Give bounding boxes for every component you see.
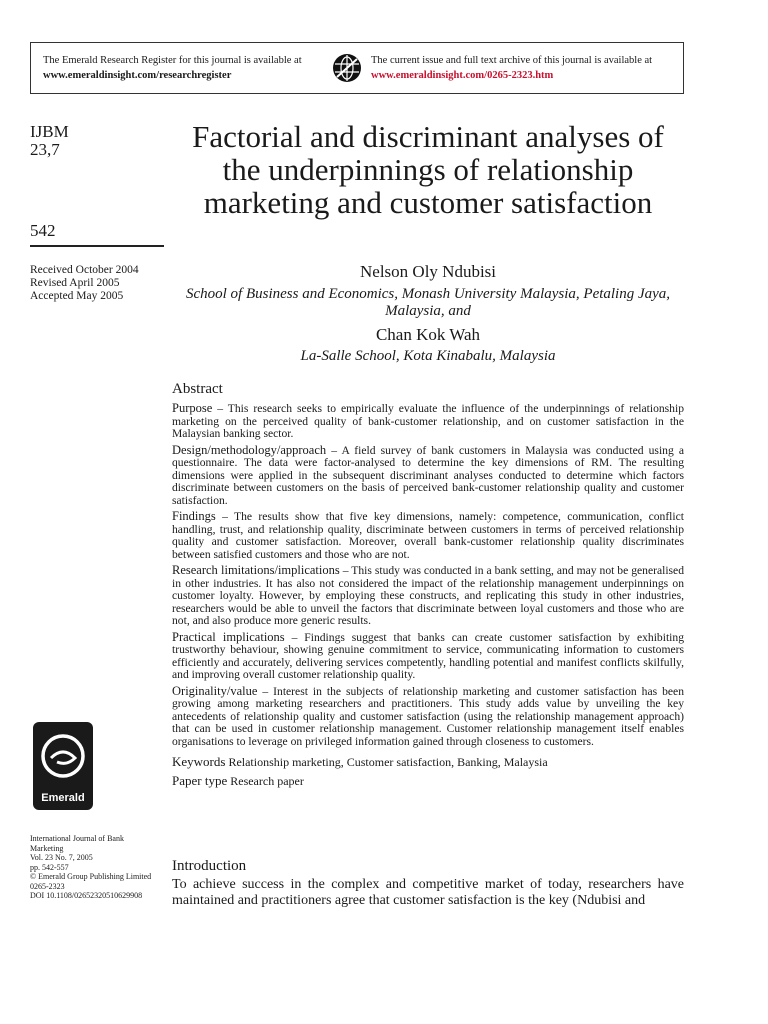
page-number: 542 [30,221,56,240]
journal-info-line: DOI 10.1108/02652320510629908 [30,891,143,900]
journal-info-line: Marketing [30,843,64,853]
journal-info-line: International Journal of Bank [30,834,124,843]
emerald-logo [33,722,93,810]
author-affiliation: La-Salle School, Kota Kinabalu, Malaysia [300,348,556,364]
section-label: Originality/value [172,683,258,698]
author-name: Chan Kok Wah [375,325,481,344]
section-label: Purpose [172,401,213,415]
received-date: Received October 2004 [30,264,139,276]
author-name: Nelson Oly Ndubisi [360,262,496,281]
archive-notice [371,53,652,83]
keywords [172,754,684,770]
author-affiliation: School of Business and Economics, Monash University Malaysia, Petaling Jaya, Malaysia, and [185,286,671,319]
revised-date: Revised April 2005 [30,277,120,289]
journal-abbreviation [30,123,69,159]
abstract-purpose [172,402,684,441]
paper-type [172,773,684,789]
section-label: Practical implications [172,629,285,644]
paper-type-text: Research paper [230,774,304,788]
register-notice [43,53,302,83]
page-rule [30,245,164,247]
emerald-swirl-icon [33,726,93,792]
section-text: – This research seeks to empirically evaluate the influence of the underpinnings of relationship marketing on the perceived quality of bank-customer relationship, and on customer satisfaction in the Malaysian banking sector. [172,402,684,440]
introduction-heading: Introduction [172,858,247,874]
journal-info-line: 0265-2323 [30,881,65,891]
journal-info-line: pp. 542-557 [30,862,69,872]
journal-volume: 23,7 [30,140,60,159]
journal-abbr: IJBM [30,122,69,141]
journal-info-line: Vol. 23 No. 7, 2005 [30,853,93,862]
section-text: – The results show that five key dimensions, namely: competence, communication, conflict handling, trust, and relationship quality, discriminate between customers in terms of perceived relationship quality and customer satisfaction. Moreover, overall bank-customer relationship quality discriminates between satisfied customers and those who are not. [172,510,684,561]
archive-link[interactable]: www.emeraldinsight.com/0265-2323.htm [371,70,554,81]
journal-info [30,834,170,901]
article-title: Factorial and discriminant analyses of the underpinnings of relationship marketing and customer satisfaction [192,119,664,220]
emerald-logo-text: Emerald [41,792,85,804]
keywords-label: Keywords [172,754,226,769]
register-text: The Emerald Research Register for this journal is available at [43,55,302,66]
archive-text: The current issue and full text archive of this journal is available at [371,55,653,66]
submission-history [30,264,139,303]
abstract-design [172,444,684,508]
abstract-findings [172,510,684,561]
section-label: Findings [172,509,216,523]
globe-icon [332,53,362,83]
paper-type-label: Paper type [172,773,228,788]
abstract-limitations [172,564,684,628]
section-label: Design/methodology/approach [172,442,327,457]
keywords-text: Relationship marketing, Customer satisfaction, Banking, Malaysia [228,755,548,769]
abstract-heading: Abstract [172,381,223,397]
register-link[interactable]: www.emeraldinsight.com/researchregister [43,70,232,81]
journal-info-line: © Emerald Group Publishing Limited [30,872,152,881]
introduction-text: To achieve success in the complex and competitive market of today, researchers have maintained and practitioners agree that customer satisfaction is the key (Ndubisi and [172,877,684,908]
abstract [172,381,684,789]
section-text: – Interest in the subjects of relationship marketing and customer satisfaction has been growing among marketing researchers and practitioners. This study adds value by unveiling the key antecedents of relationship quality and customer satisfaction (using the relationship management approach) that can be used in customer relationship management. Customer relationship management itself enables organisations to leverage on privileged information gained through closeness to customers. [172,684,684,748]
abstract-practical [172,631,684,682]
research-register-banner [30,42,684,94]
section-text: – This study was conducted in a bank setting, and may not be generalised in other industries. It has also not considered the impact of the relationship management underpinnings on customer loyalty. However, by employing these constructs, and replicating this study in other industries, researchers would be able to unveil the factors that discriminate between loyal customers and those who are not, and also produce more generic results. [172,564,684,627]
abstract-originality [172,685,684,749]
introduction [172,858,684,909]
section-label: Research limitations/implications [172,563,340,577]
section-text: – Findings suggest that banks can create customer satisfaction by exhibiting trustworthy behaviour, showing genuine commitment to service, communicating information to customers efficiently and accurately, delivering services competently, handling potential and manifest conflicts skilfully, and improving overall customer relationship quality. [172,630,684,681]
section-text: – A field survey of bank customers in Malaysia was conducted using a questionnaire. The data were factor-analysed to determine the key dimensions of RM. The resulting dimensions were applied in the subsequent discriminant analyses conducted to determine which factors discriminate between customers on the basis of perceived bank-customer relationship quality and customer satisfaction. [172,443,684,507]
accepted-date: Accepted May 2005 [30,290,124,302]
